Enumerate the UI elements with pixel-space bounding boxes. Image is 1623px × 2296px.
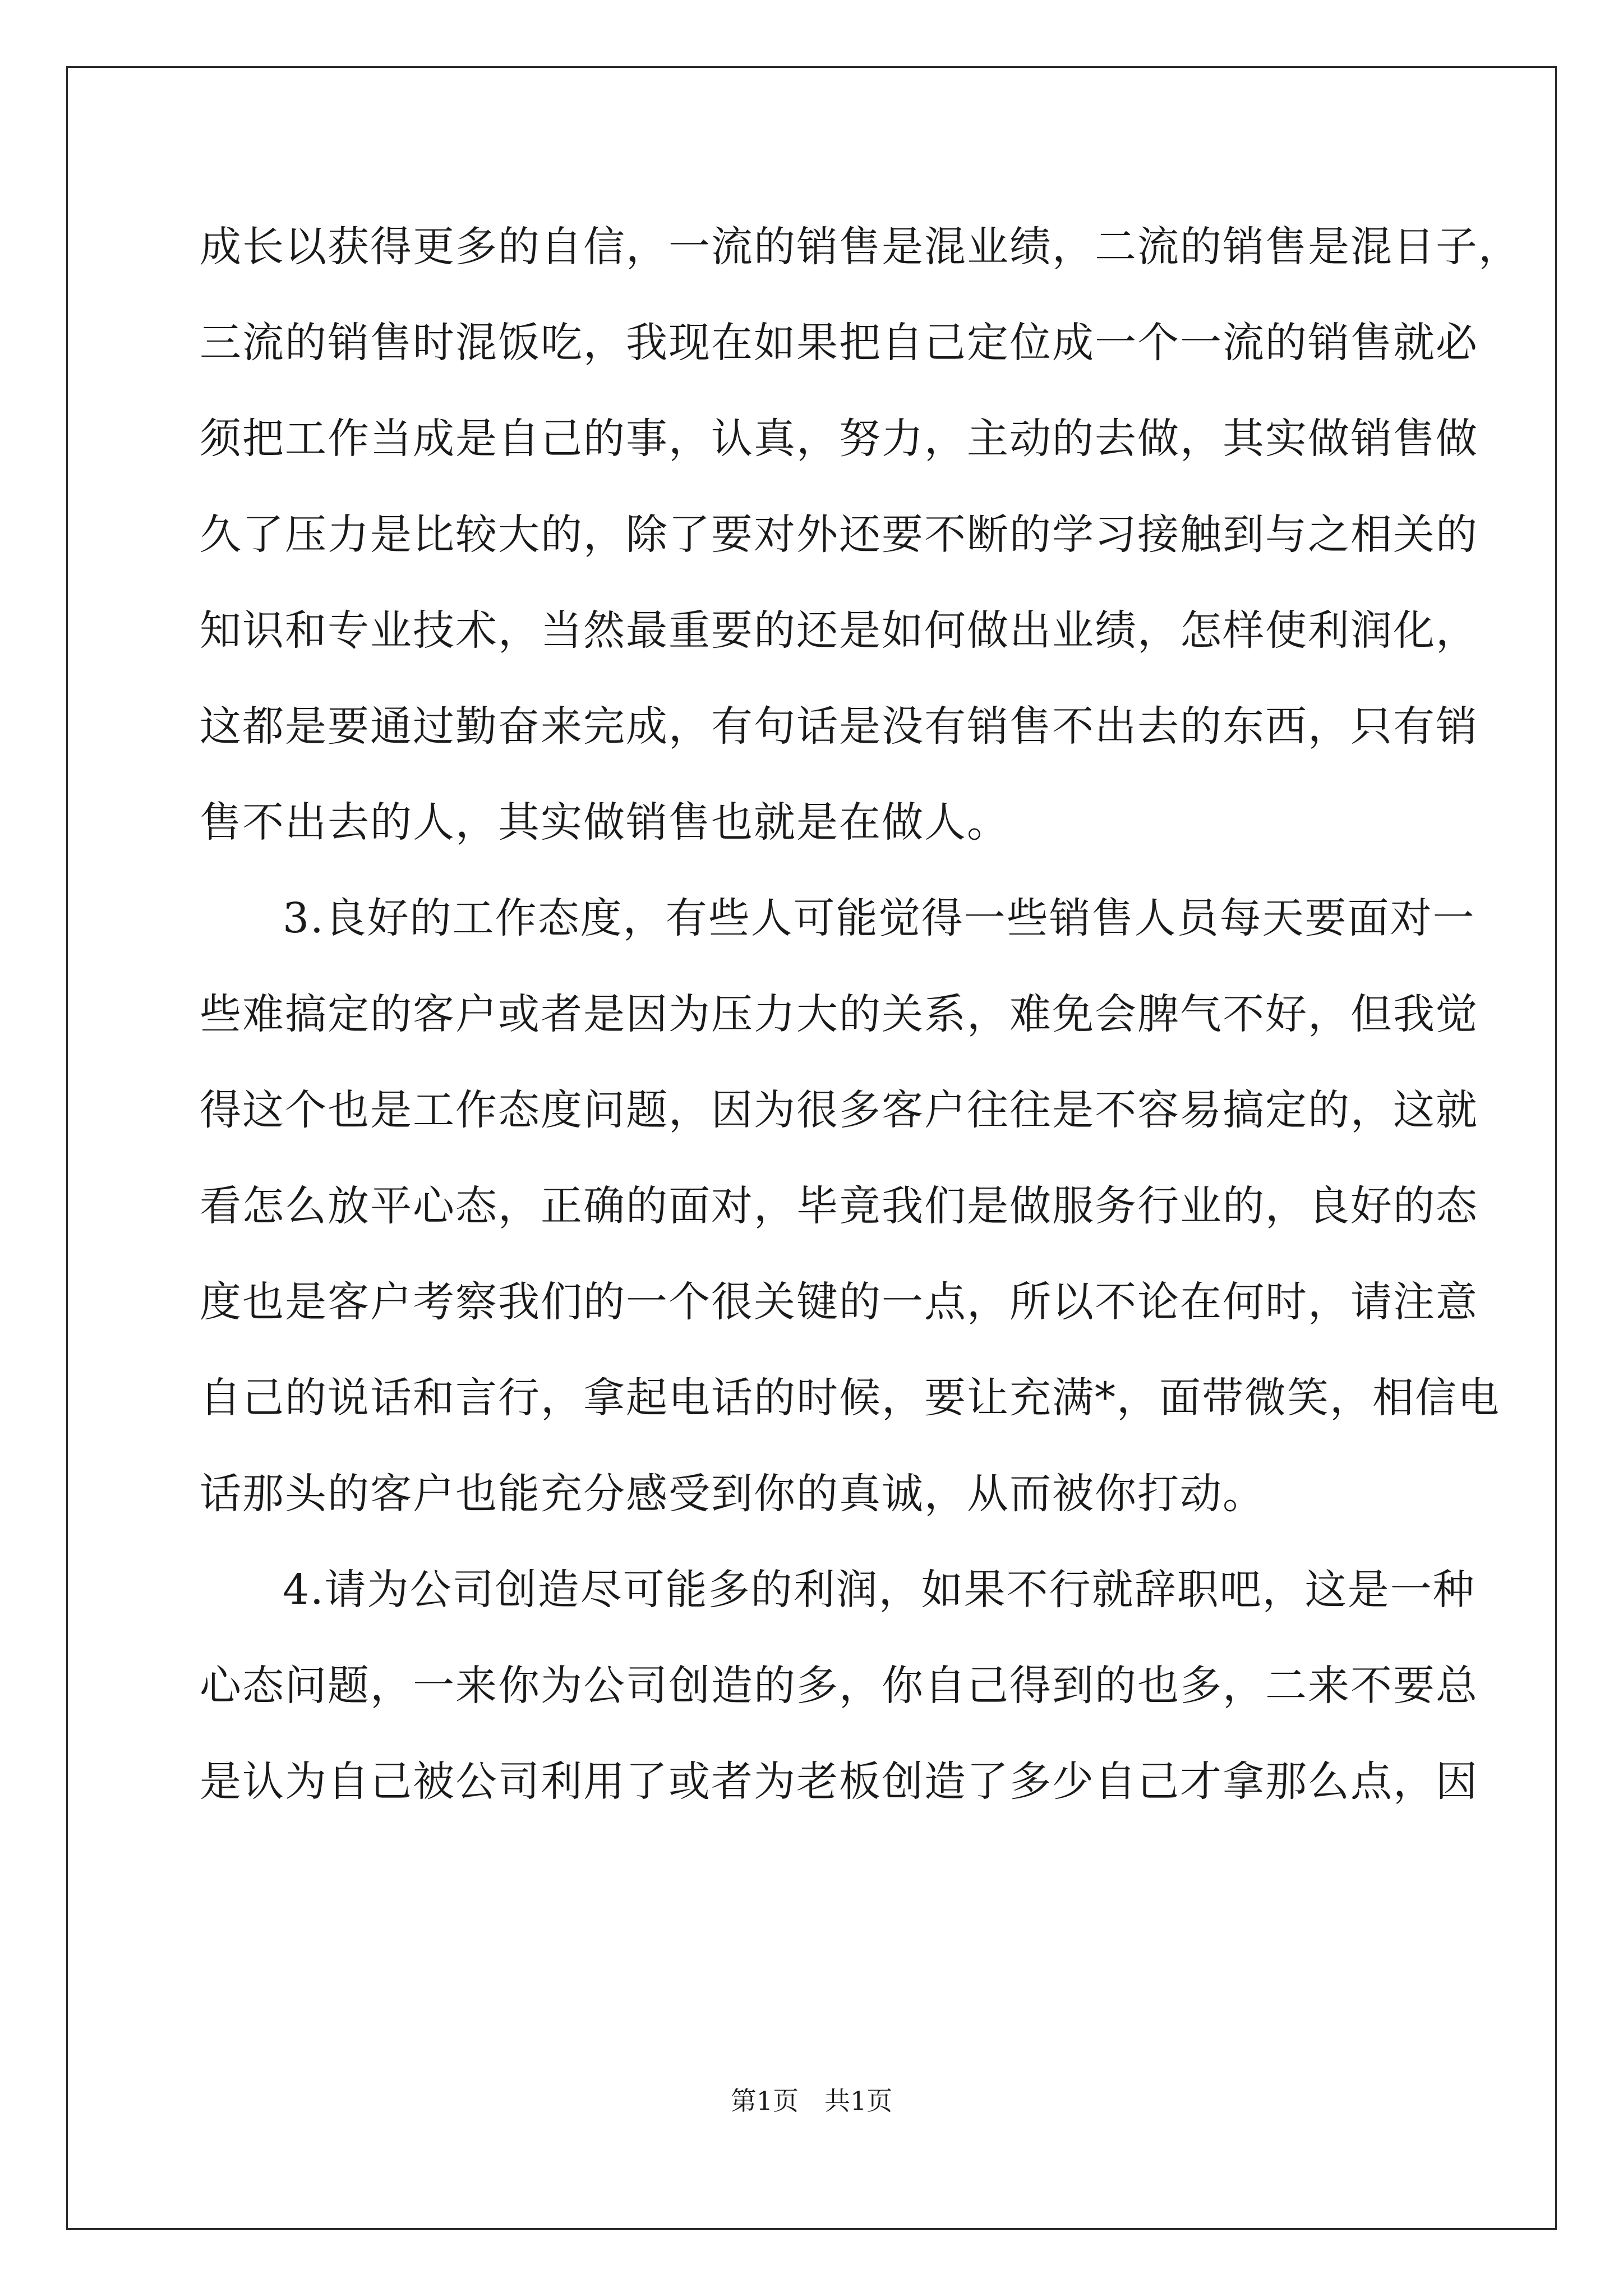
text-line: 度也是客户考察我们的一个很关键的一点，所以不论在何时，请注意 (200, 1278, 1478, 1326)
text-line: 成长以获得更多的自信，一流的销售是混业绩，二流的销售是混日子， (200, 223, 1521, 271)
document-body (200, 219, 1521, 1849)
text-line: 售不出去的人，其实做销售也就是在做人。 (200, 798, 1009, 846)
paragraph-start-line: 4.请为公司创造尽可能多的利润，如果不行就辞职吧，这是一种 (283, 1566, 1476, 1614)
text-line: 些难搞定的客户或者是因为压力大的关系，难免会脾气不好，但我觉 (200, 990, 1478, 1038)
page-number-total: 共1页 (824, 2086, 893, 2116)
text-line: 看怎么放平心态，正确的面对，毕竟我们是做服务行业的，良好的态 (200, 1182, 1478, 1230)
text-line: 是认为自己被公司利用了或者为老板创造了多少自己才拿那么点，因 (200, 1757, 1478, 1806)
page-number-current: 第1页 (730, 2086, 799, 2116)
text-line: 这都是要通过勤奋来完成，有句话是没有销售不出去的东西，只有销 (200, 702, 1478, 751)
text-line: 自己的说话和言行，拿起电话的时候，要让充满*，面带微笑，相信电 (200, 1374, 1500, 1422)
text-line: 话那头的客户也能充分感受到你的真诚，从而被你打动。 (200, 1470, 1265, 1518)
text-line: 三流的销售时混饭吃，我现在如果把自己定位成一个一流的销售就必 (200, 319, 1478, 367)
text-line: 知识和专业技术，当然最重要的还是如何做出业绩，怎样使利润化， (200, 606, 1478, 655)
text-line: 须把工作当成是自己的事，认真，努力，主动的去做，其实做销售做 (200, 415, 1478, 463)
text-line: 得这个也是工作态度问题，因为很多客户往往是不容易搞定的，这就 (200, 1086, 1478, 1134)
page-footer (0, 2084, 1623, 2118)
text-line: 心态问题，一来你为公司创造的多，你自己得到的也多，二来不要总 (200, 1662, 1478, 1710)
text-line: 久了压力是比较大的，除了要对外还要不断的学习接触到与之相关的 (200, 510, 1478, 559)
paragraph-start-line: 3.良好的工作态度，有些人可能觉得一些销售人员每天要面对一 (283, 894, 1476, 942)
